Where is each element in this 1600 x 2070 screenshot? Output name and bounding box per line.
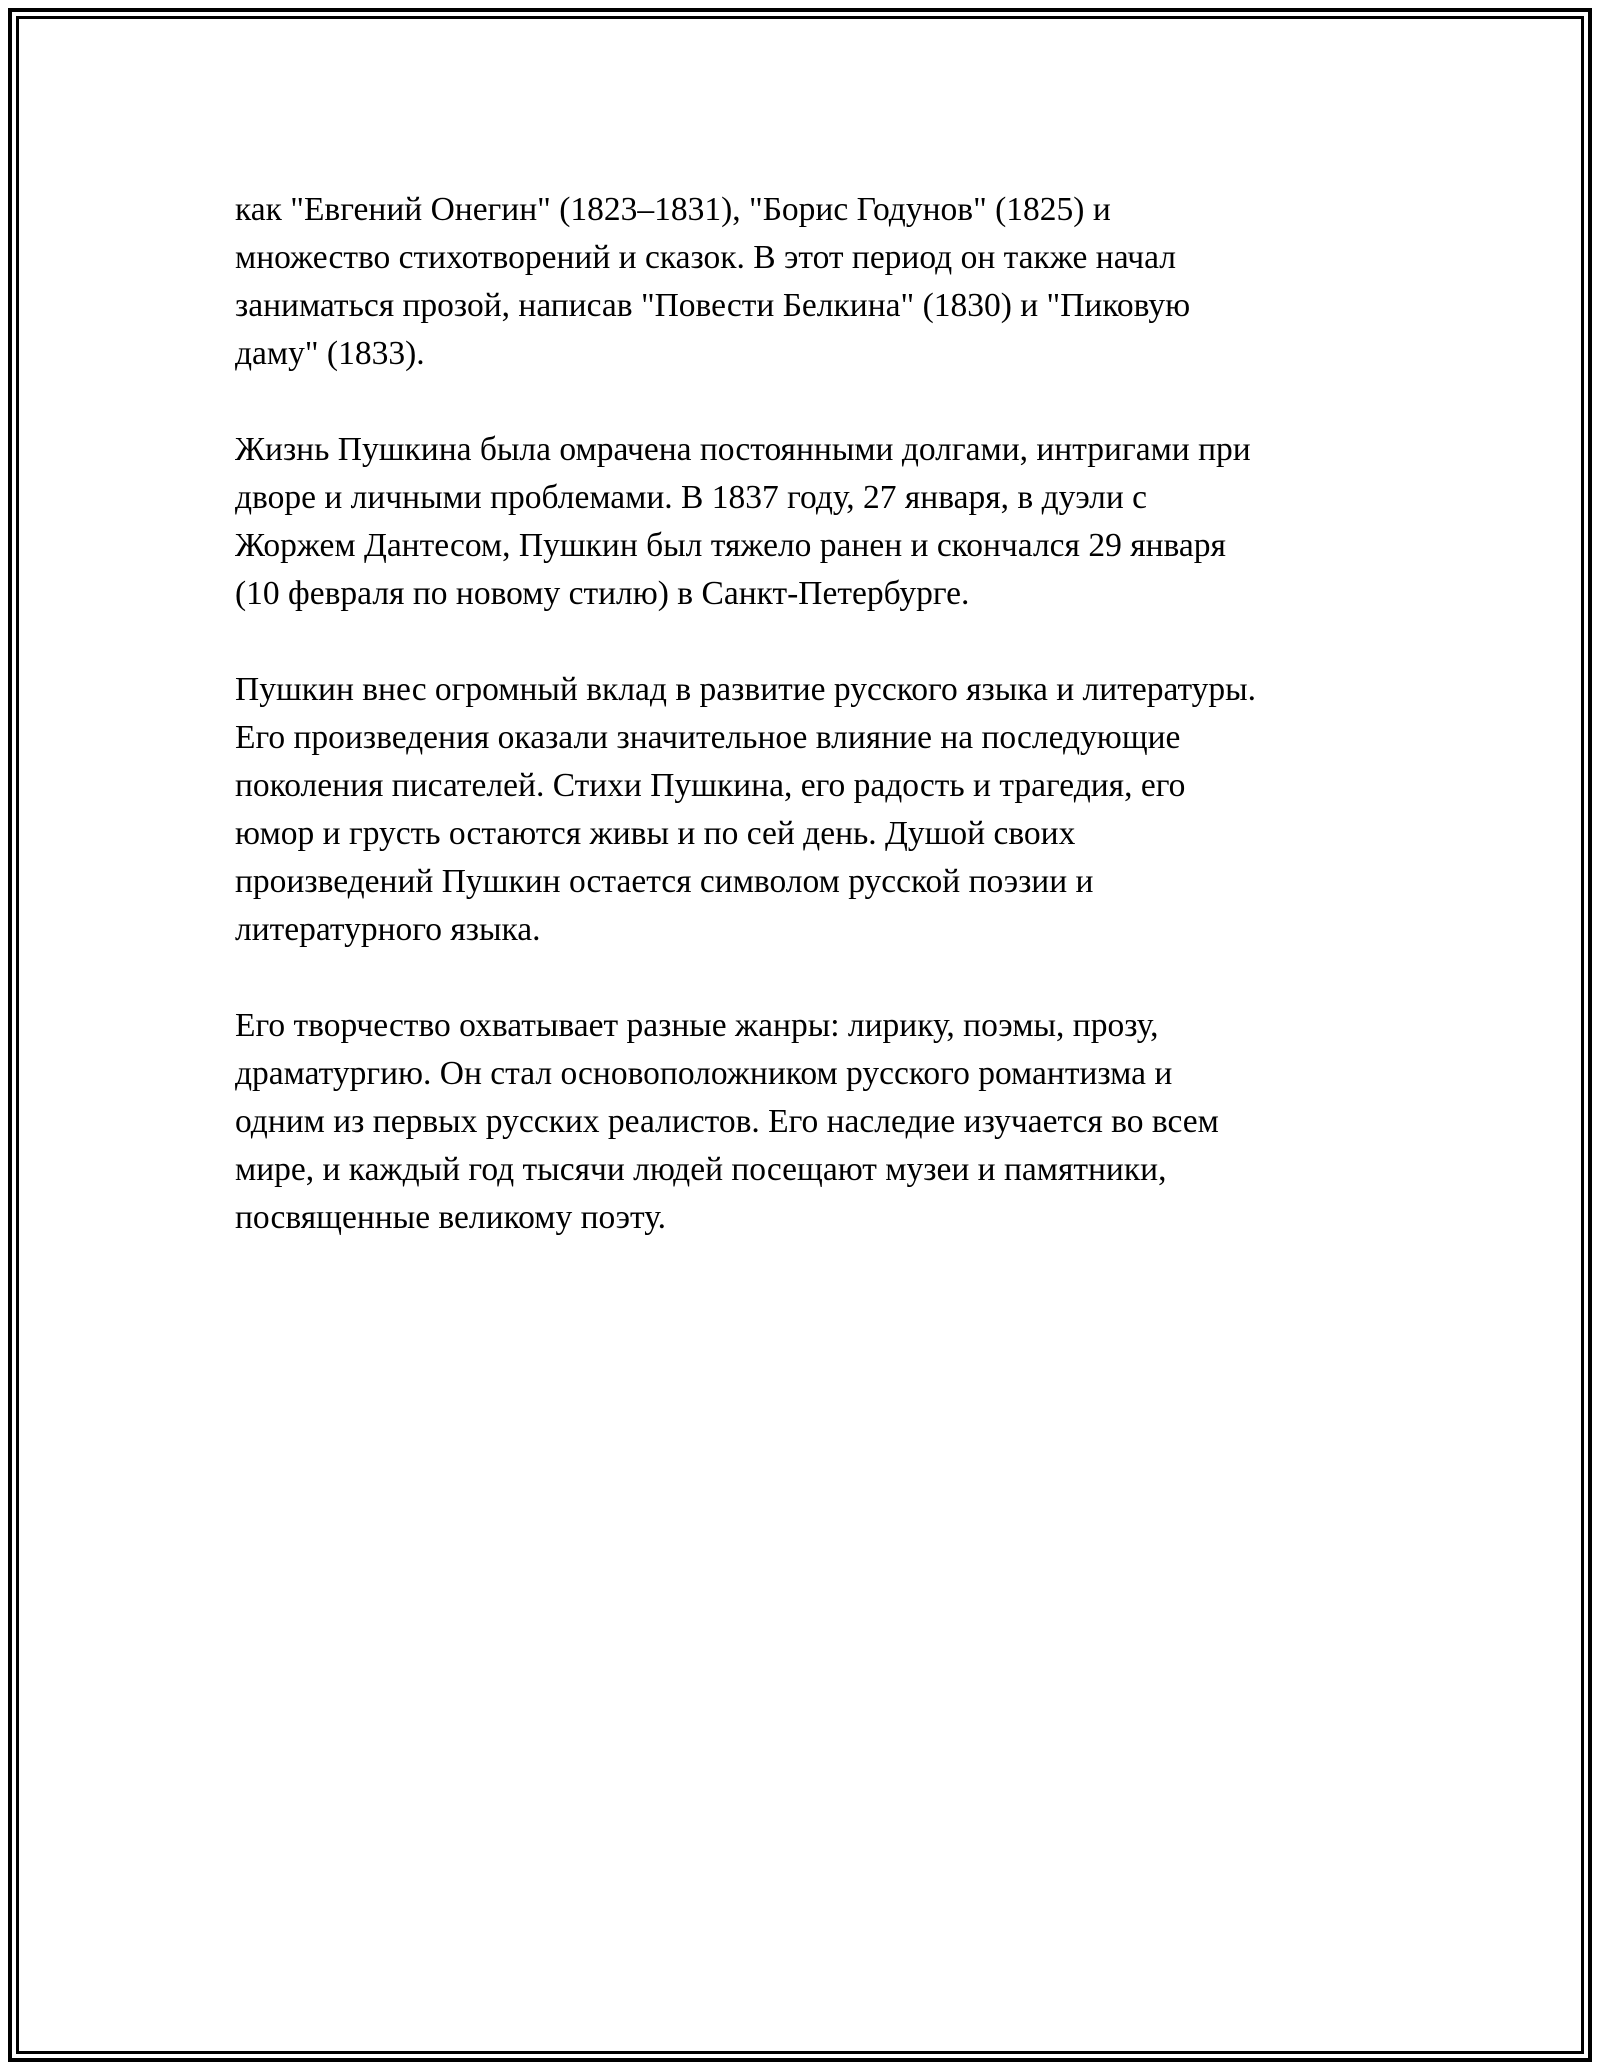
text-line: дворе и личными проблемами. В 1837 году, 27 января, в дуэли с bbox=[235, 479, 1148, 516]
text-line: Жизнь Пушкина была омрачена постоянными долгами, интригами при bbox=[235, 431, 1251, 468]
text-line: юмор и грусть остаются живы и по сей день. Душой своих bbox=[235, 815, 1076, 852]
text-line: заниматься прозой, написав "Повести Белкина" (1830) и "Пиковую bbox=[235, 287, 1191, 324]
text-line: Его произведения оказали значительное влияние на последующие bbox=[235, 719, 1181, 756]
text-line: множество стихотворений и сказок. В этот период он также начал bbox=[235, 239, 1176, 276]
text-line: драматургию. Он стал основоположником русского романтизма и bbox=[235, 1055, 1173, 1092]
text-line: одним из первых русских реалистов. Его наследие изучается во всем bbox=[235, 1103, 1219, 1140]
text-line: посвященные великому поэту. bbox=[235, 1199, 667, 1236]
text-line: мире, и каждый год тысячи людей посещают музеи и памятники, bbox=[235, 1151, 1167, 1188]
paragraph bbox=[235, 186, 1385, 378]
text-line: поколения писателей. Стихи Пушкина, его радость и трагедия, его bbox=[235, 767, 1186, 804]
paragraph bbox=[235, 426, 1385, 618]
paragraph bbox=[235, 1002, 1385, 1242]
paragraph bbox=[235, 666, 1385, 954]
document-body bbox=[235, 186, 1385, 1290]
text-line: произведений Пушкин остается символом русской поэзии и bbox=[235, 863, 1094, 900]
text-line: (10 февраля по новому стилю) в Санкт-Петербурге. bbox=[235, 575, 970, 612]
text-line: даму" (1833). bbox=[235, 335, 425, 372]
text-line: Пушкин внес огромный вклад в развитие русского языка и литературы. bbox=[235, 671, 1257, 708]
text-line: Жоржем Дантесом, Пушкин был тяжело ранен и скончался 29 января bbox=[235, 527, 1226, 564]
text-line: литературного языка. bbox=[235, 911, 541, 948]
text-line: Его творчество охватывает разные жанры: лирику, поэмы, прозу, bbox=[235, 1007, 1159, 1044]
text-line: как "Евгений Онегин" (1823–1831), "Борис Годунов" (1825) и bbox=[235, 191, 1111, 228]
